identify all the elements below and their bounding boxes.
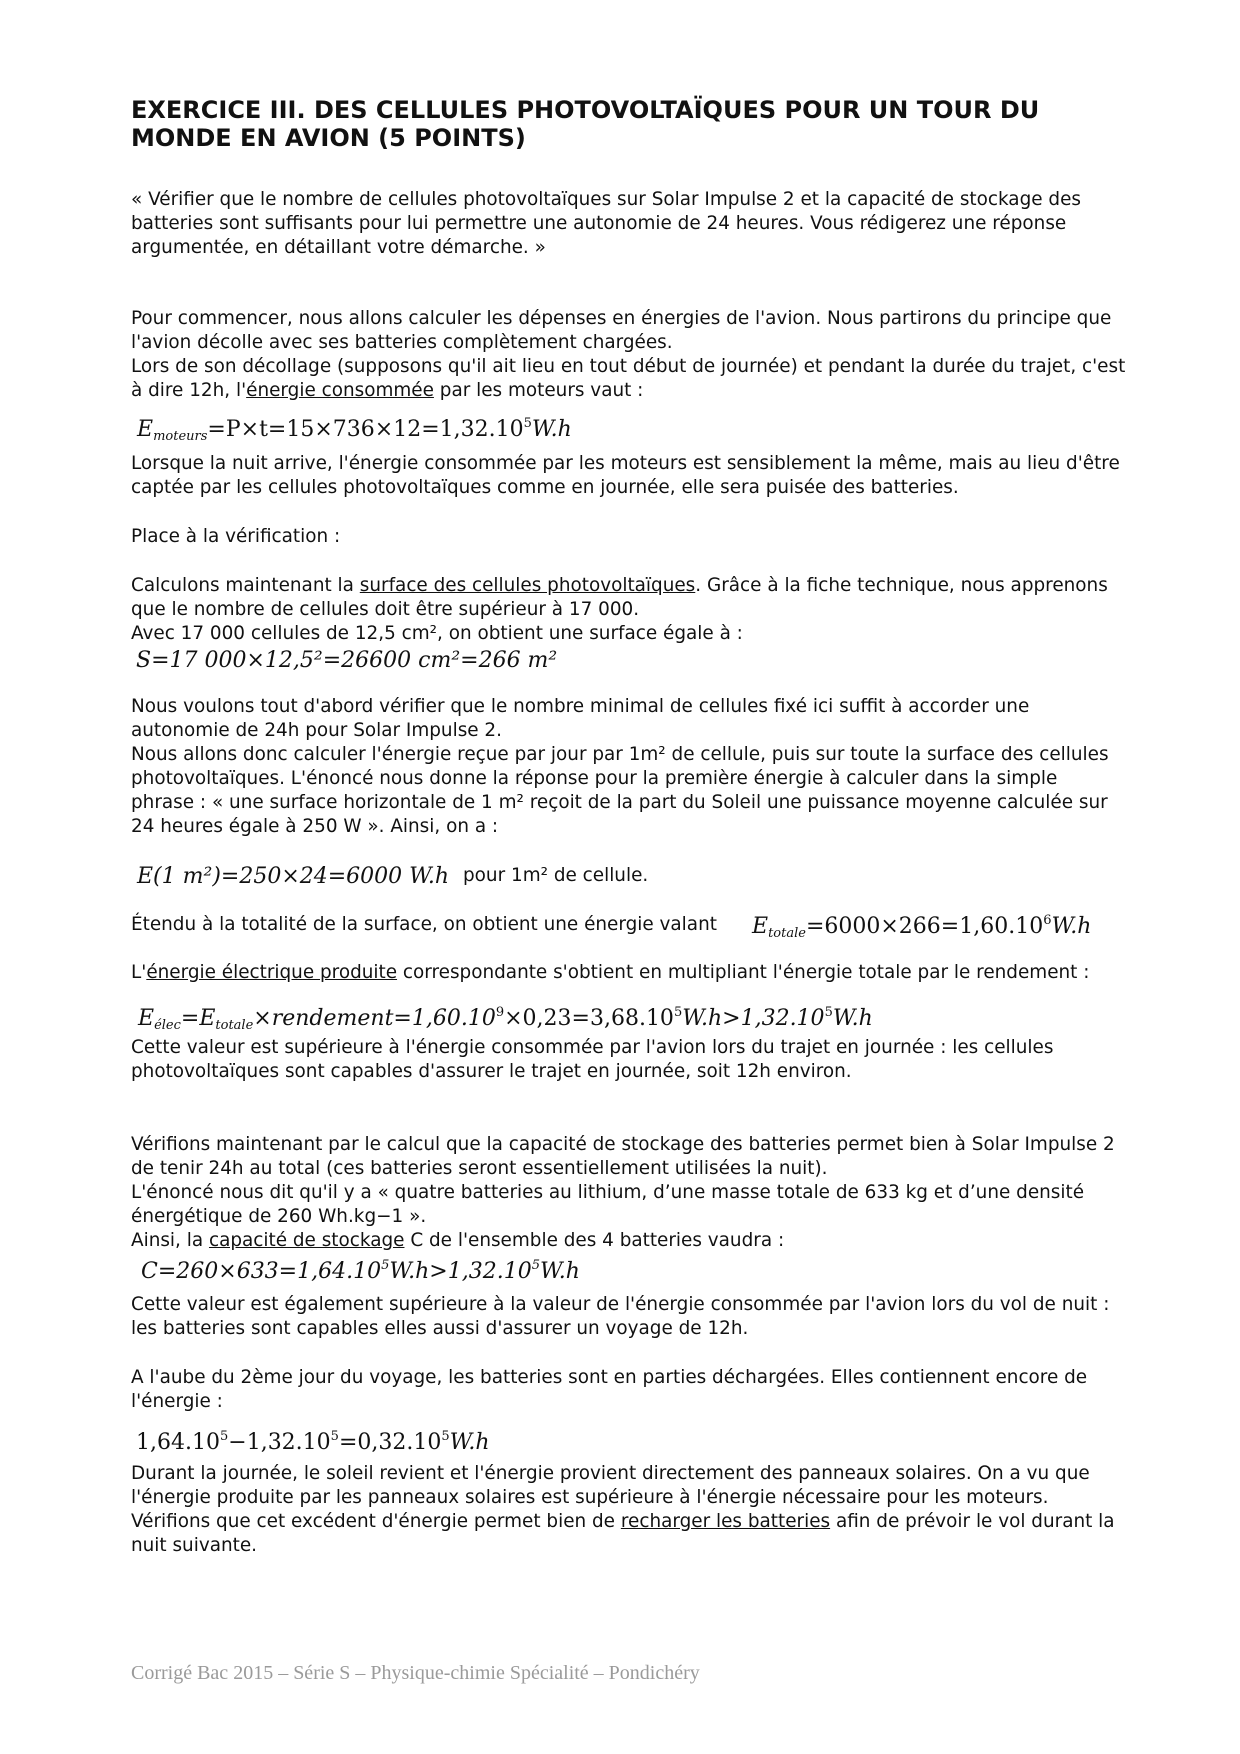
paragraph-dawn: A l'aube du 2ème jour du voyage, les batteries sont en parties déchargées. Elles contiennent encore de l'énergie : bbox=[131, 1367, 1088, 1412]
paragraph-night-flight: Cette valeur est également supérieure à la valeur de l'énergie consommée par l'avion lors du vol de nuit : les batteries sont capables elles aussi d'assurer un voyage de 12h. bbox=[131, 1294, 1110, 1339]
underlined-capacite: capacité de stockage bbox=[208, 1230, 405, 1251]
paragraph-cells: Avec 17 000 cellules de 12,5 cm², on obtient une surface égale à : bbox=[131, 623, 743, 644]
paragraph-batteries: Vérifions maintenant par le calcul que la capacité de stockage des batteries permet bien à Solar Impulse 2 de tenir 24h au total (ces batteries seront essentiellement utilisées la nuit). bbox=[131, 1134, 1115, 1179]
underlined-recharger: recharger les batteries bbox=[620, 1511, 831, 1532]
equation-capacity: $C=260\times 633=1,64.10^5W.h>1,32.10^5W.h$ bbox=[141, 1258, 580, 1284]
paragraph-recharge: Vérifions que cet excédent d'énergie permet bien de recharger les batteries afin de prévoir le vol durant la nuit suivante. bbox=[131, 1511, 1115, 1556]
equation-remaining: $1,64.10^5-1,32.10^5=0,32.10^5W.h$ bbox=[136, 1429, 490, 1455]
paragraph-capacity: Ainsi, la capacité de stockage C de l'ensemble des 4 batteries vaudra : bbox=[131, 1230, 785, 1251]
equation-e-moteurs: $E_{moteurs}=P\times t=15\times 736\times 12=1,32.10^5W.h$ bbox=[137, 416, 572, 444]
paragraph-surface: Calculons maintenant la surface des cellules photovoltaïques. Grâce à la fiche technique, nous apprenons que le nombre de cellules doit être supérieur à 17 000. bbox=[131, 575, 1108, 620]
equation-e-elec: $E_{élec}=E_{totale}\times rendement=1,60.10^9\times 0,23=3,68.10^5W.h>1,32.10^5W.h$ bbox=[138, 1005, 873, 1033]
page-footer: Corrigé Bac 2015 – Série S – Physique-chimie Spécialité – Pondichéry bbox=[131, 1662, 700, 1684]
paragraph-energy-received: Nous allons donc calculer l'énergie reçue par jour par 1m² de cellule, puis sur toute la surface des cellules photovoltaïques. L'énoncé nous donne la réponse pour la première énergie à calculer dans la simple phrase : « une surface horizontale de 1 m² reçoit de la part du Soleil une puissance moyenne calculée sur 24 heures égale à 250 W ». Ainsi, on a : bbox=[131, 744, 1109, 837]
paragraph-lithium: L'énoncé nous dit qu'il y a « quatre batteries au lithium, d’une masse totale de 633 kg et d’une densité énergétique de 260 Wh.kg−1 ». bbox=[131, 1182, 1085, 1227]
paragraph-minimal: Nous voulons tout d'abord vérifier que le nombre minimal de cellules fixé ici suffit à accorder une autonomie de 24h pour Solar Impulse 2. bbox=[131, 696, 1030, 741]
paragraph-night: Lorsque la nuit arrive, l'énergie consommée par les moteurs est sensiblement la même, mais au lieu d'être captée par les cellules photovoltaïques comme en journée, elle sera puisée des batteries. bbox=[131, 453, 1120, 498]
exercise-title: EXERCICE III. DES CELLULES PHOTOVOLTAÏQUES POUR UN TOUR DU MONDE EN AVION (5 POINTS) bbox=[131, 96, 1040, 152]
question-quote: « Vérifier que le nombre de cellules photovoltaïques sur Solar Impulse 2 et la capacité de stockage des batteries sont suffisants pour lui permettre une autonomie de 24 heures. Vous rédigerez une réponse argumentée, en détaillant votre démarche. » bbox=[131, 189, 1081, 258]
equation-surface: S=17 000×12,5²=26600 cm²=266 m² bbox=[136, 648, 558, 673]
paragraph-daytime: Cette valeur est supérieure à l'énergie consommée par l'avion lors du trajet en journée : les cellules photovoltaïques sont capables d'assurer le trajet en journée, soit 12h environ. bbox=[131, 1037, 1054, 1082]
paragraph-takeoff: Lors de son décollage (supposons qu'il ait lieu en tout début de journée) et pendant la durée du trajet, c'est à dire 12h, l'énergie consommée par les moteurs vaut : bbox=[131, 356, 1126, 401]
paragraph-day-return: Durant la journée, le soleil revient et l'énergie provient directement des panneaux solaires. On a vu que l'énergie produite par les panneaux solaires est supérieure à l'énergie nécessaire pour les moteurs. bbox=[131, 1463, 1090, 1508]
underlined-energie-electrique: énergie électrique produite bbox=[146, 962, 398, 983]
equation-e-1m2: E(1 m²)=250×24=6000 W.h bbox=[137, 864, 450, 889]
paragraph-total: Étendu à la totalité de la surface, on obtient une énergie valant bbox=[131, 914, 717, 935]
underlined-energie-consommee: énergie consommée bbox=[246, 380, 434, 401]
paragraph-electric: L'énergie électrique produite correspondante s'obtient en multipliant l'énergie totale par le rendement : bbox=[131, 962, 1090, 983]
equation-note: pour 1m² de cellule. bbox=[463, 865, 649, 886]
paragraph-intro: Pour commencer, nous allons calculer les dépenses en énergies de l'avion. Nous partirons du principe que l'avion décolle avec ses batteries complètement chargées. bbox=[131, 308, 1112, 353]
equation-e-totale: $E_{totale}=6000\times 266=1,60.10^6W.h$ bbox=[752, 913, 1092, 941]
paragraph-verification: Place à la vérification : bbox=[131, 526, 341, 547]
underlined-surface: surface des cellules photovoltaïques bbox=[359, 575, 696, 596]
